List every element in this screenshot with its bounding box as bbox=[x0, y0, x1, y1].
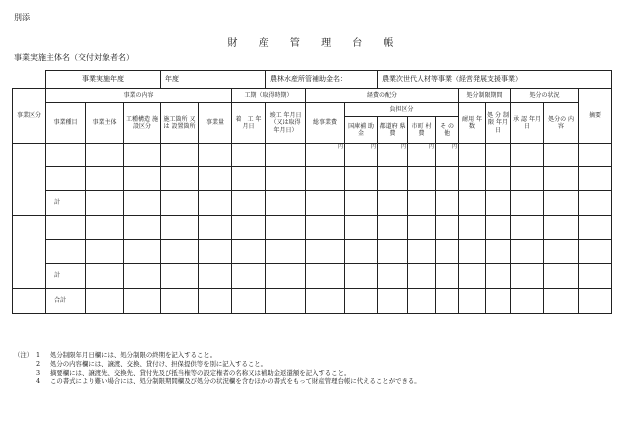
operator-label: 事業実施主体名（交付対象者名） bbox=[14, 53, 134, 62]
notes-prefix: （注） bbox=[14, 351, 34, 359]
item-header: 事業種目 bbox=[46, 103, 86, 144]
subsidy-name-label: 農林水産所管補助金名： bbox=[266, 71, 378, 89]
subtotal-label: 計 bbox=[46, 264, 86, 289]
structure-header: 工種構造 施設区分 bbox=[124, 103, 161, 144]
other-cost-header: そ の 他 bbox=[436, 117, 459, 144]
total-cost-header: 総事業費 bbox=[306, 103, 345, 144]
useful-life-header: 耐用 年数 bbox=[459, 103, 486, 144]
remarks-header: 摘要 bbox=[579, 89, 612, 144]
header-row-groups bbox=[13, 89, 612, 103]
subtotal-row bbox=[13, 264, 612, 289]
header-row-sub bbox=[13, 103, 612, 117]
note-number: 3 bbox=[36, 368, 41, 377]
project-type-cell[interactable] bbox=[13, 216, 46, 289]
document-title: 財 産 管 理 台 帳 bbox=[227, 38, 403, 49]
notes-section bbox=[14, 351, 421, 386]
burden-group-header: 負担区分 bbox=[345, 103, 459, 117]
fiscal-year-value: 年度 bbox=[161, 71, 266, 89]
municipality-cost-header: 市町 村費 bbox=[408, 117, 436, 144]
content-group-header: 事業の内容 bbox=[46, 89, 232, 103]
approval-date-header: 承 認 年月日 bbox=[511, 103, 544, 144]
unit-yen[interactable]: 円 bbox=[436, 144, 459, 167]
unit-yen[interactable]: 円 bbox=[306, 144, 345, 167]
table-row bbox=[13, 144, 612, 167]
national-subsidy-header: 国庫補 助金 bbox=[345, 117, 378, 144]
subtotal-row bbox=[13, 191, 612, 216]
subsidy-name-value: 農業次世代人材等事業（経営発展支援事業） bbox=[378, 71, 612, 89]
note-item bbox=[14, 360, 421, 369]
period-group-header: 工期（取得時期） bbox=[232, 89, 306, 103]
unit-yen[interactable]: 円 bbox=[378, 144, 408, 167]
note-number: 1 bbox=[36, 351, 41, 359]
grand-total-label: 合計 bbox=[46, 289, 86, 314]
unit-yen[interactable]: 円 bbox=[408, 144, 436, 167]
disposal-content-header: 処分の 内 容 bbox=[544, 103, 579, 144]
note-text: 摘要欄には、譲渡先、交換先、貸付先及び抵当権等の設定権者の名称又は補助金返還額を記入すること。 bbox=[50, 368, 351, 377]
note-item bbox=[14, 377, 421, 386]
note-text: 処分制限年月日欄には、処分制限の終期を記入すること。 bbox=[50, 351, 217, 359]
disposal-status-group-header: 処分の状況 bbox=[511, 89, 579, 103]
grand-total-row bbox=[13, 289, 612, 314]
subtotal-label: 計 bbox=[46, 191, 86, 216]
cost-group-header: 経費の配分 bbox=[306, 89, 459, 103]
page-label: 別添 bbox=[14, 13, 30, 22]
note-text: この書式により難い場合には、処分制限期間欄及び処分の状況欄を含むほかの書式をもって財産管理台帳に代えることができる。 bbox=[50, 377, 421, 386]
note-text: 処分の内容欄には、譲渡、交換、貸付け、担保提供等を別に記入すること。 bbox=[50, 359, 268, 368]
location-header: 施工箇所 又は 設置箇所 bbox=[161, 103, 199, 144]
note-number: 2 bbox=[36, 359, 41, 368]
project-type-cell[interactable] bbox=[13, 144, 46, 216]
note-number: 4 bbox=[36, 377, 41, 386]
table-row bbox=[13, 167, 612, 191]
asset-ledger-table bbox=[12, 70, 612, 314]
limit-date-header: 処 分 制 限 年月日 bbox=[486, 103, 511, 144]
prefecture-cost-header: 都道府 県費 bbox=[378, 117, 408, 144]
table-row bbox=[13, 216, 612, 240]
unit-yen[interactable]: 円 bbox=[345, 144, 378, 167]
note-item bbox=[14, 351, 421, 360]
completion-date-header: 竣工 年月日 （又は取得 年月日） bbox=[266, 103, 306, 144]
header-row-fiscal bbox=[13, 71, 612, 89]
start-date-header: 着 工 年月日 bbox=[232, 103, 266, 144]
disposal-period-group-header: 処分制限期間 bbox=[459, 89, 511, 103]
project-type-header: 事業区分 bbox=[13, 89, 46, 144]
quantity-header: 事業量 bbox=[199, 103, 232, 144]
fiscal-year-label: 事業実施年度 bbox=[46, 71, 161, 89]
entity-header: 事業主体 bbox=[86, 103, 124, 144]
table-row bbox=[13, 240, 612, 264]
